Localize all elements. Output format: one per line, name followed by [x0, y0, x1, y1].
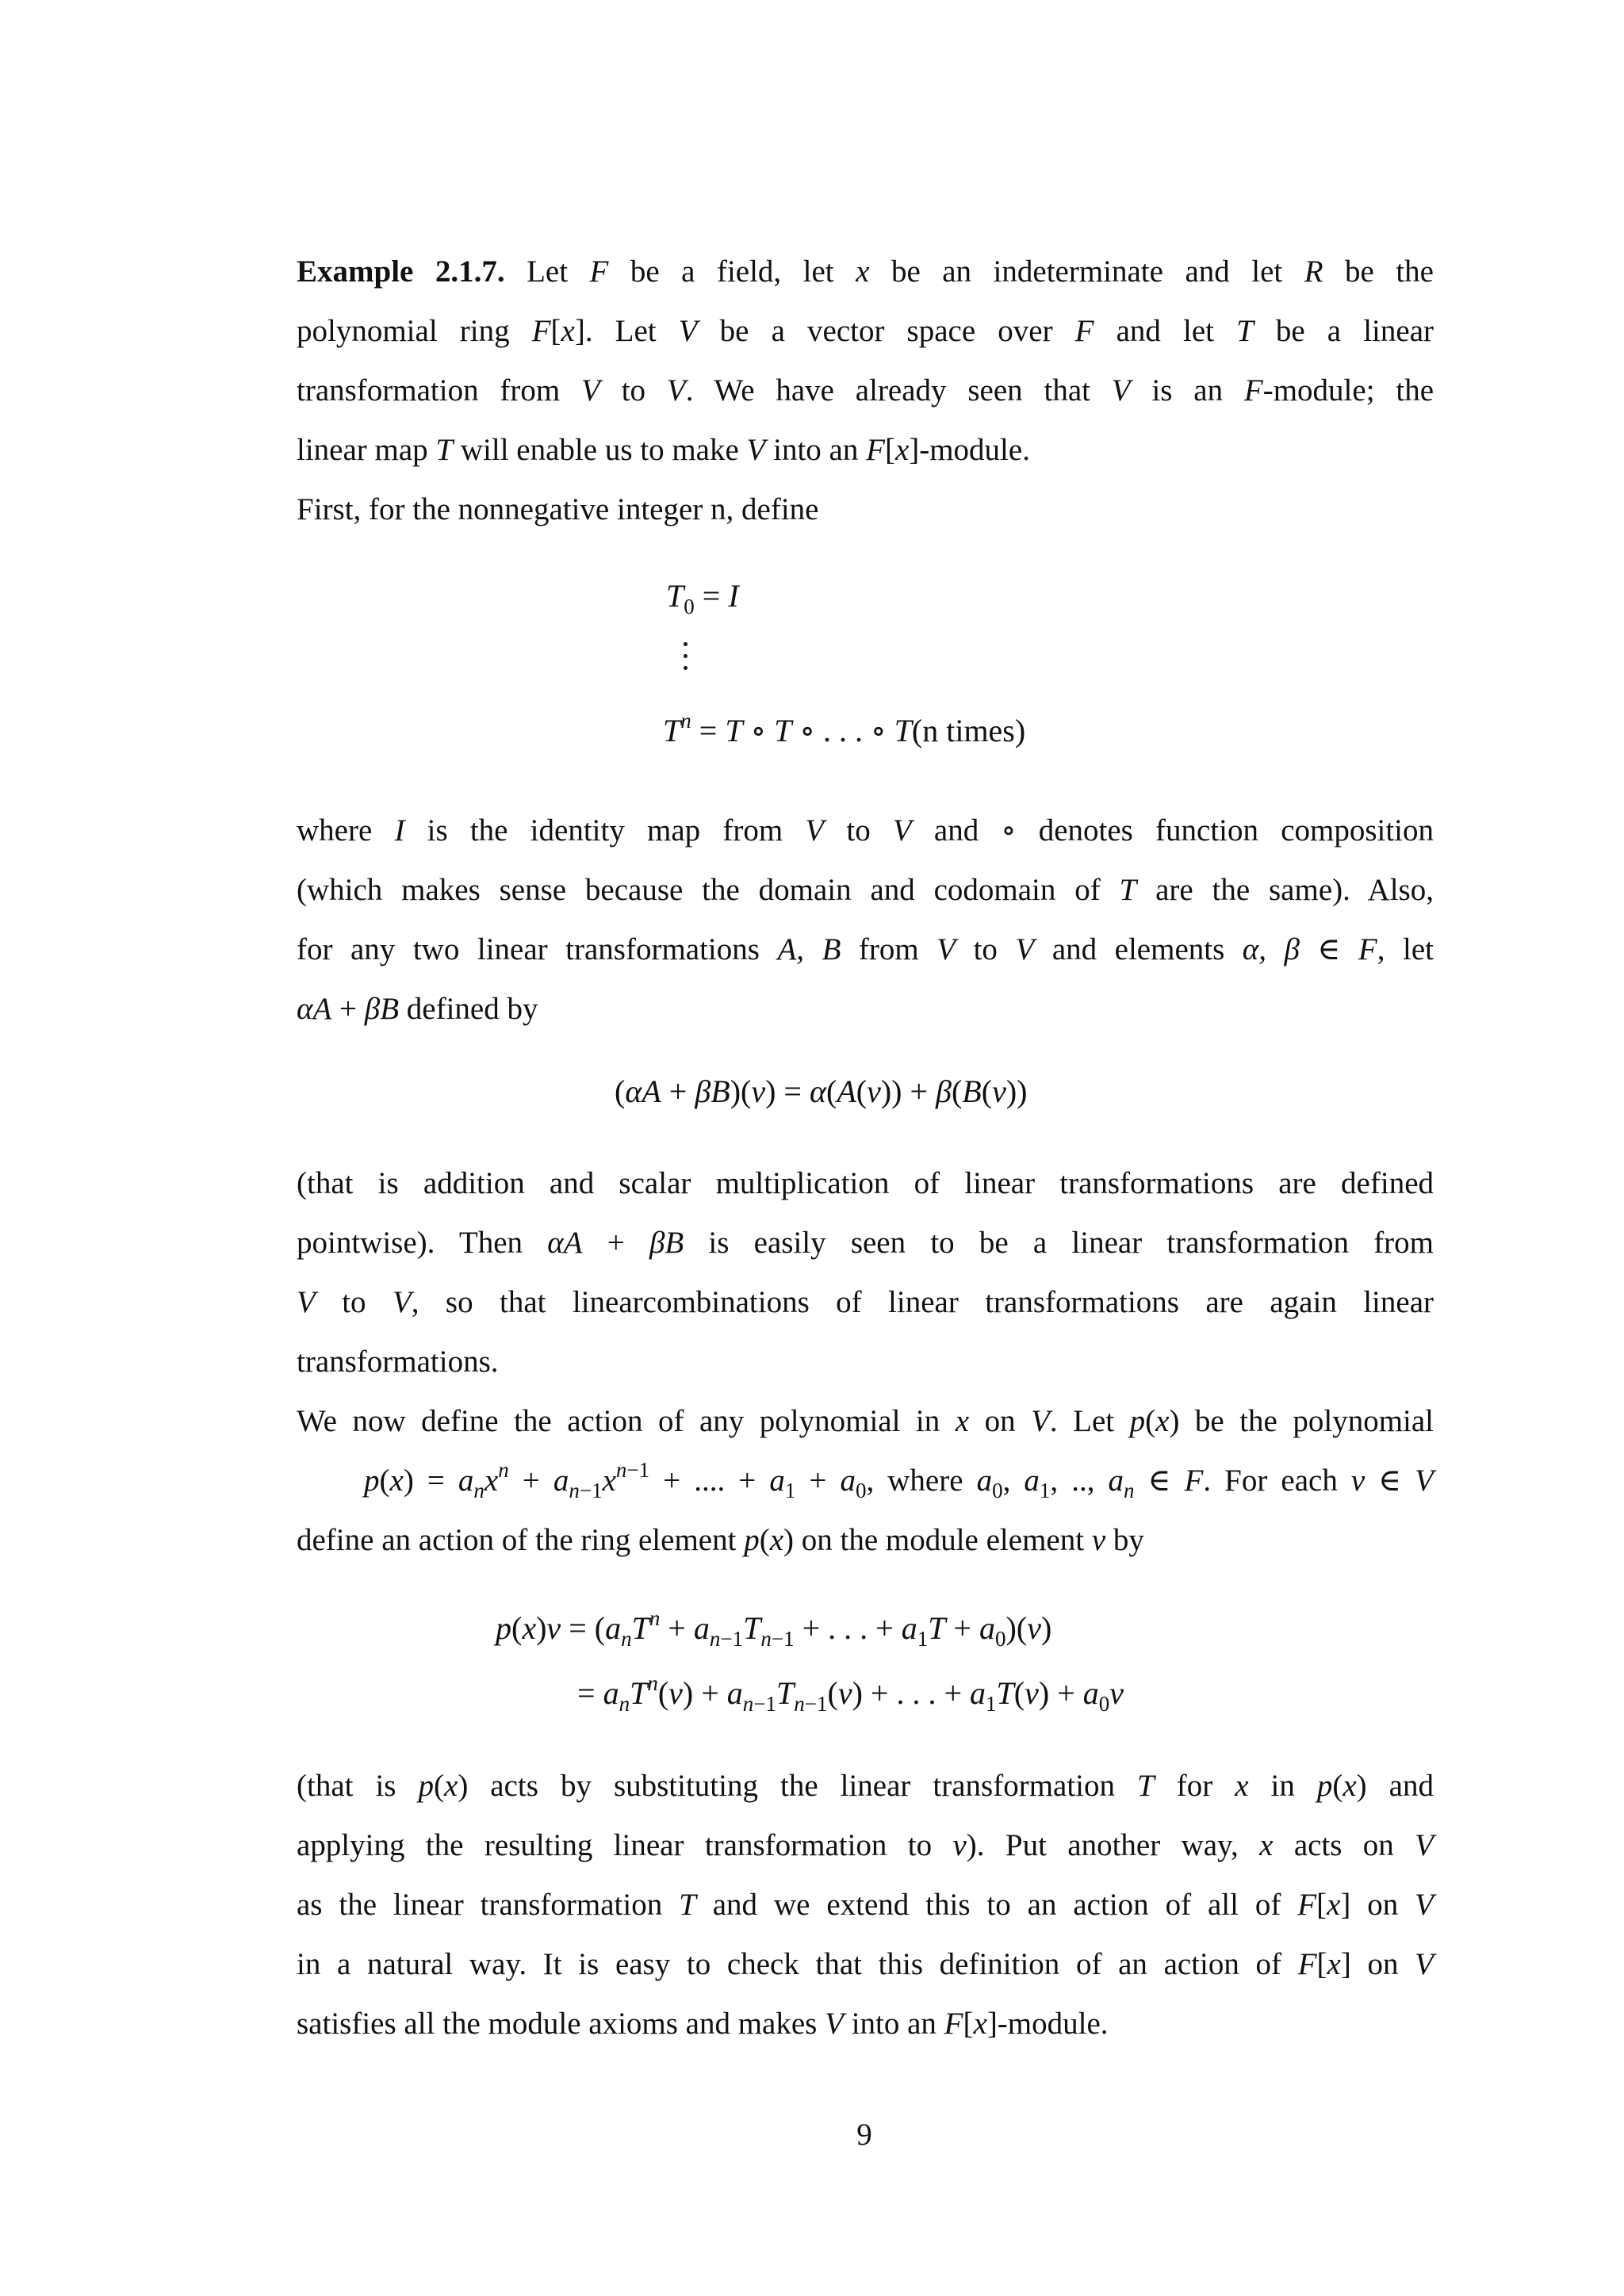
- text-line: (that is addition and scalar multiplication of linear transformations are defined: [297, 1166, 1434, 1200]
- vertical-dots: [684, 642, 691, 678]
- text-line: V to V, so that linearcombinations of linear transformations are again linear: [297, 1285, 1434, 1319]
- paragraph-example: [297, 242, 1434, 539]
- text-line: define an action of the ring element p(x) on the module element v by: [297, 1523, 1144, 1557]
- equation-tn: $T^n = T$ ∘ T ∘ . . . ∘ T(n times): [663, 709, 1026, 748]
- page-number: 9: [856, 2118, 872, 2152]
- text-line: We now define the action of any polynomial in x on V. Let p(x) be the polynomial: [297, 1404, 1434, 1438]
- paragraph-conclusion: [297, 1756, 1434, 2053]
- example-label: Example 2.1.7.: [297, 254, 505, 289]
- equation-linear-combination: (αA + βB)(v) = α(A(v)) + β(B(v)): [615, 1073, 1028, 1109]
- text-line: $p(x) = a_nx^n + a_{n-1}x^{n-1}$ + .... + $a_1 + a_0$, where $a_0$, $a_1$, .., $a_n$ ∈ F. For each v ∈ V: [364, 1458, 1434, 1502]
- text-line: pointwise). Then αA + βB is easily seen to be a linear transformation from: [297, 1226, 1434, 1260]
- text-line: where I is the identity map from V to V and ∘ denotes function composition: [297, 813, 1434, 848]
- text-line: linear map T will enable us to make V into an F[x]-module.: [297, 433, 1030, 467]
- text-line: transformation from V to V. We have already seen that V is an F-module; the: [297, 373, 1434, 408]
- text-line: for any two linear transformations A, B from V to V and elements α, β ∈ F, let: [297, 932, 1434, 966]
- text-line: First, for the nonnegative integer n, define: [297, 492, 819, 526]
- paragraph-definition: [297, 801, 1434, 1039]
- text-line: polynomial ring F[x]. Let V be a vector space over F and let T be a linear: [297, 314, 1434, 348]
- text-line: Example 2.1.7. Let F be a field, let x be an indeterminate and let R be the: [297, 254, 1434, 289]
- text-line: transformations.: [297, 1345, 499, 1379]
- text-line: satisfies all the module axioms and makes V into an F[x]-module.: [297, 2007, 1109, 2041]
- text-line: as the linear transformation T and we extend this to an action of all of F[x] on V: [297, 1888, 1434, 1922]
- paragraph-pointwise: [297, 1154, 1434, 1391]
- text-line: in a natural way. It is easy to check that this definition of an action of F[x] on V: [297, 1947, 1434, 1981]
- text-line: applying the resulting linear transformation to v). Put another way, x acts on V: [297, 1828, 1434, 1862]
- text-line: (which makes sense because the domain and codomain of T are the same). Also,: [297, 873, 1434, 907]
- equation-action-line1: $p(x)v = (a_nT^n + a_{n-1}T_{n-1}$ + . . . + $a_1T + a_0)(v)$: [496, 1606, 1052, 1651]
- equation-t0: $T_0 = I$: [666, 578, 739, 618]
- equation-action-line2: = $a_nT^n(v) + a_{n-1}T_{n-1}(v)$ + . . . + $a_1T(v) + a_0v$: [577, 1671, 1124, 1716]
- text-line: αA + βB defined by: [297, 992, 538, 1026]
- paragraph-polynomial-action: [297, 1391, 1434, 1570]
- text-line: (that is p(x) acts by substituting the linear transformation T for x in p(x) and: [297, 1769, 1434, 1803]
